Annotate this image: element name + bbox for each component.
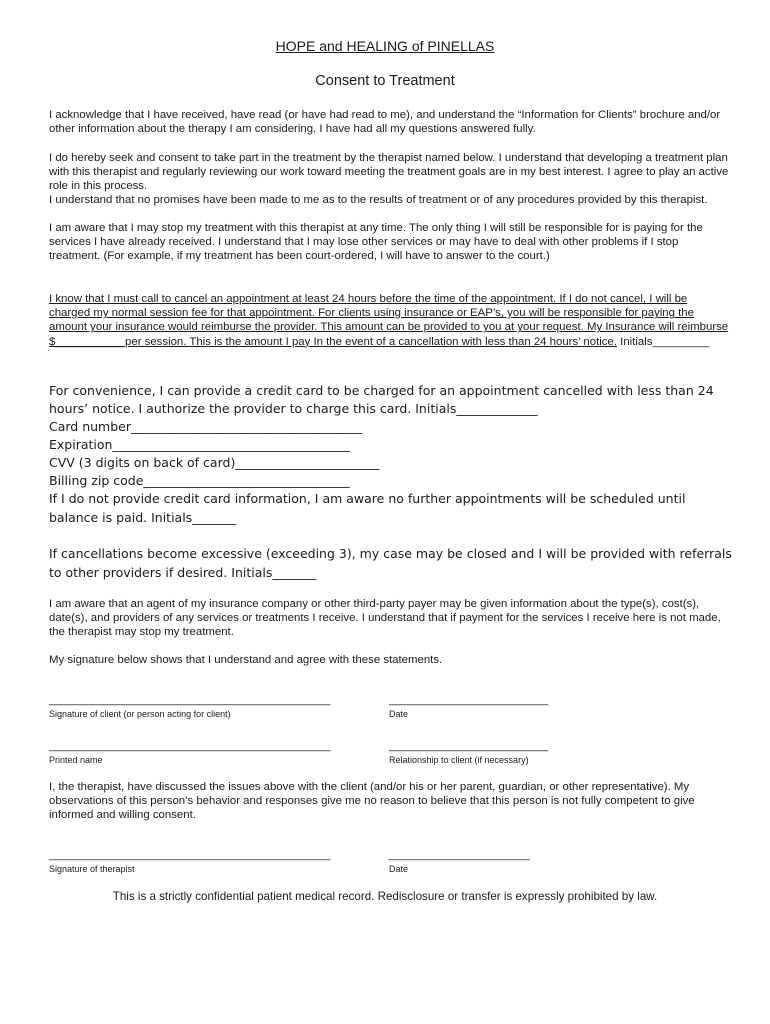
document-title: HOPE and HEALING of PINELLAS <box>275 38 495 54</box>
document-subtitle: Consent to Treatment <box>315 73 455 89</box>
credit-card-section <box>49 382 739 527</box>
cancellation-policy-text: I know that I must call to cancel an appointment at least 24 hours before the time of the appointment. If I do not cancel, I will be charged my normal session fee for that appointment. For clients using insurance or EAP’s, you will be responsible for paying the amount your insurance would reimburse the provider. This amount can be provided to you at your request. My Insurance will reimburse $___________per session. This is the amount I pay In the event of a cancellation with less than 24 hours’ notice. <box>49 293 729 348</box>
insurance-disclosure-paragraph: I am aware that an agent of my insurance company or other third-party payer may be given information about the type(s), cost(s), date(s), and providers of any services or treatments I receive. I understand that if payment for the services I receive here is not made, the therapist may stop my treatment. <box>49 598 721 639</box>
excessive-cancellation-section <box>49 545 739 582</box>
no-promises-paragraph: I understand that no promises have been made to me as to the results of treatment or of any procedures provided by this therapist. <box>49 194 708 206</box>
excessive-line1: If cancellations become excessive (exceeding 3), my case may be closed and I will be provided with referrals <box>49 546 732 561</box>
consent-paragraph: I do hereby seek and consent to take part in the treatment by the therapist named below. I understand that developing a treatment plan with this therapist and regularly reviewing our work toward meeting the treatment goals are in my best interest. I agree to play an active role in this process. <box>49 152 729 193</box>
relationship-line[interactable]: __________________________ <box>389 740 549 752</box>
excessive-line2-initials[interactable]: to other providers if desired. Initials_______ <box>49 565 317 580</box>
relationship-label: Relationship to client (if necessary) <box>389 755 529 765</box>
therapist-signature-label: Signature of therapist <box>49 864 135 874</box>
cancellation-initials-field[interactable]: Initials_________ <box>617 335 710 348</box>
client-signature-label: Signature of client (or person acting for client) <box>49 709 231 719</box>
expiration-field[interactable]: Expiration______________________________________ <box>49 437 350 452</box>
card-number-field[interactable]: Card number_____________________________________ <box>49 419 363 434</box>
acknowledgement-paragraph: I acknowledge that I have received, have read (or have had read to me), and understand the “Information for Clients” brochure and/or other information about the therapy I am considering. I have had all my questions answered fully. <box>49 109 721 136</box>
client-date-line[interactable]: __________________________ <box>389 694 549 706</box>
confidentiality-footer: This is a strictly confidential patient medical record. Redisclosure or transfer is expressly prohibited by law. <box>112 890 658 903</box>
cvv-field[interactable]: CVV (3 digits on back of card)_______________________ <box>49 455 380 470</box>
therapist-signature-line[interactable]: ______________________________________________ <box>49 849 331 861</box>
client-date-label: Date <box>389 709 409 719</box>
no-card-line1: If I do not provide credit card information, I am aware no further appointments will be scheduled until <box>49 491 686 506</box>
credit-card-consent-line1: For convenience, I can provide a credit card to be charged for an appointment cancelled with less than 24 <box>49 383 714 398</box>
cancellation-policy-paragraph <box>49 292 729 349</box>
therapist-date-line[interactable]: _______________________ <box>389 849 530 861</box>
no-card-line2-initials[interactable]: balance is paid. Initials_______ <box>49 510 236 525</box>
stop-treatment-paragraph: I am aware that I may stop my treatment with this therapist at any time. The only thing I will still be responsible for is paying for the services I have already received. I understand that I may lose other services or may have to deal with other problems if I stop treatment. (For example, if my treatment has been court-ordered, I will have to answer to the court.) <box>49 222 703 263</box>
billing-zip-field[interactable]: Billing zip code_________________________________ <box>49 473 350 488</box>
printed-name-label: Printed name <box>49 755 103 765</box>
credit-card-consent-line2[interactable]: hours’ notice. I authorize the provider to charge this card. Initials_____________ <box>49 401 538 416</box>
therapist-date-label: Date <box>389 864 409 874</box>
client-signature-line[interactable]: ______________________________________________ <box>49 694 331 706</box>
printed-name-line[interactable]: ______________________________________________ <box>49 740 331 752</box>
therapist-statement-paragraph: I, the therapist, have discussed the issues above with the client (and/or his or her parent, guardian, or other representative). My observations of this person’s behavior and responses give me no reason to believe that this person is not fully competent to give informed and willing consent. <box>49 781 695 822</box>
signature-statement: My signature below shows that I understand and agree with these statements. <box>49 654 443 666</box>
